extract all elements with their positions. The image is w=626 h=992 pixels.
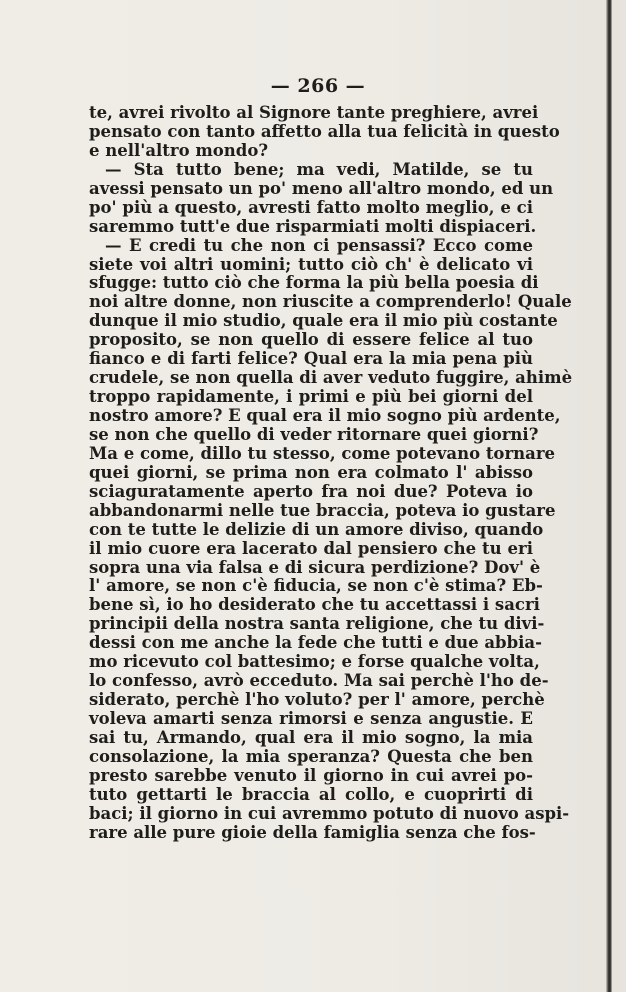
text-line: Ma e come, dillo tu stesso, come potevano tornare [89,443,556,463]
text-line: quei giorni, se prima non era colmato l' abisso [89,462,533,482]
text-line: sciaguratamente aperto fra noi due? Poteva io [89,481,533,501]
text-line: il mio cuore era lacerato dal pensiero che tu eri [89,538,533,558]
text-line: rare alle pure gioie della famiglia senza che fos- [89,822,536,842]
text-line: presto sarebbe venuto il giorno in cui avrei po- [89,765,533,785]
text-line: dunque il mio studio, quale era il mio più costante [89,311,558,331]
text-line: con te tutte le delizie di un amore diviso, quando [89,519,544,539]
text-line: dessi con me anche la fede che tutti e due abbia- [89,633,542,653]
body-text [89,103,573,843]
text-line: principii della nostra santa religione, che tu divi- [89,614,545,634]
text-line: consolazione, la mia speranza? Questa che ben [89,746,533,766]
text-line: saremmo tutt'e due risparmiati molti dispiaceri. [89,216,537,236]
text-line: nostro amore? E qual era il mio sogno più ardente, [89,406,561,425]
text-line: baci; il giorno in cui avremmo potuto di nuovo aspi- [89,803,570,823]
text-line: siderato, perchè l'ho voluto? per l' amore, perchè [89,690,545,710]
text-line: bene sì, io ho desiderato che tu accettassi i sacri [89,595,540,615]
text-line: se non che quello di veder ritornare quei giorni? [89,424,539,444]
text-line: pensato con tanto affetto alla tua felicità in questo [89,121,560,141]
text-line: — Sta tutto bene; ma vedi, Matilde, se tu [105,159,533,179]
text-line: voleva amarti senza rimorsi e senza angustie. E [89,709,533,728]
text-line: po' più a questo, avresti fatto molto meglio, e ci [89,197,533,217]
text-line: sai tu, Armando, qual era il mio sogno, la mia [89,727,533,747]
text-line: siete voi altri uomini; tutto ciò ch' è delicato vi [89,254,533,274]
text-line: te, avrei rivolto al Signore tante preghiere, avrei [89,103,539,122]
page-edge-shadow [606,0,612,992]
text-line: e nell'altro mondo? [89,140,269,160]
text-line: avessi pensato un po' meno all'altro mondo, ed un [89,178,554,198]
text-line: — E credi tu che non ci pensassi? Ecco come [105,235,533,255]
text-line: abbandonarmi nelle tue braccia, poteva io gustare [89,500,556,520]
text-line: fianco e di farti felice? Qual era la mia pena più [89,349,533,369]
text-line: mo ricevuto col battesimo; e forse qualche volta, [89,652,540,672]
text-line: l' amore, se non c'è fiducia, se non c'è stima? Eb- [89,576,543,596]
text-line: tuto gettarti le braccia al collo, e cuoprirti di [89,784,533,804]
text-line: proposito, se non quello di essere felice al tuo [89,330,533,350]
text-line: troppo rapidamente, i primi e più bei giorni del [89,387,533,407]
text-line: sopra una via falsa e di sicura perdizione? Dov' è [89,557,541,577]
page-number: — 266 — [270,75,366,97]
text-line: noi altre donne, non riuscite a comprenderlo! Quale [89,292,572,312]
text-line: crudele, se non quella di aver veduto fuggire, ahimè [89,368,573,388]
text-line: lo confesso, avrò ecceduto. Ma sai perchè l'ho de- [89,671,549,691]
text-line: sfugge: tutto ciò che forma la più bella poesia di [89,273,539,293]
